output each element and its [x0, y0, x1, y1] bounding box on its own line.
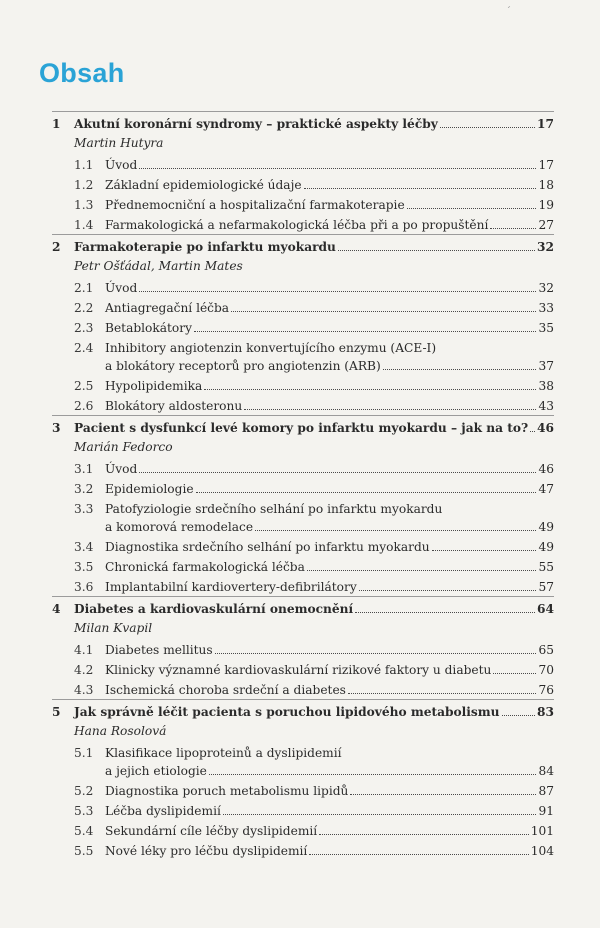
section-page-number: 37 [538, 359, 554, 373]
chapter-page-number: 83 [537, 705, 554, 719]
section-page-number: 33 [538, 301, 554, 315]
dot-leader [244, 398, 536, 410]
section-page-number: 70 [538, 663, 554, 677]
section-number: 2.2 [74, 301, 94, 315]
section-number: 3.1 [74, 462, 94, 476]
dot-leader [304, 177, 537, 189]
section-line [52, 681, 554, 699]
chapter-heading-line [52, 600, 554, 618]
section-line [52, 518, 554, 536]
chapter-number: 4 [52, 602, 61, 616]
section-title: Úvod [105, 462, 138, 476]
dot-leader [338, 239, 535, 251]
dot-leader [307, 559, 537, 571]
section-number: 5.1 [74, 746, 94, 760]
section-number: 1.4 [74, 218, 94, 232]
section-line [52, 480, 554, 498]
toc-section [52, 478, 554, 498]
section-page-number: 101 [530, 824, 554, 838]
dot-leader [359, 579, 537, 591]
section-number: 2.5 [74, 379, 94, 393]
toc-chapter [52, 415, 554, 596]
chapter-authors: Marián Fedorco [74, 440, 173, 454]
toc-section [52, 639, 554, 659]
dot-leader [196, 481, 537, 493]
chapter-heading-line [52, 115, 554, 133]
toc-section [52, 317, 554, 337]
dot-leader [194, 320, 537, 332]
dot-leader [493, 662, 536, 674]
dot-leader [223, 803, 537, 815]
dot-leader [255, 519, 536, 531]
section-title: Inhibitory angiotenzin konvertujícího enzymu (ACE-I) [105, 341, 437, 355]
toc-section [52, 742, 554, 780]
dot-leader [309, 843, 528, 855]
toc-section [52, 840, 554, 860]
section-title: Diagnostika srdečního selhání po infarktu myokardu [105, 540, 430, 554]
chapter-heading-line [52, 703, 554, 721]
chapter-number: 1 [52, 117, 61, 131]
dot-leader [490, 217, 536, 229]
toc-section [52, 780, 554, 800]
dot-leader [319, 823, 529, 835]
section-number: 4.2 [74, 663, 94, 677]
section-title: Hypolipidemika [105, 379, 203, 393]
section-line [52, 339, 554, 357]
section-number: 3.6 [74, 580, 94, 594]
section-line [52, 377, 554, 395]
chapter-title: Farmakoterapie po infarktu myokardu [74, 240, 336, 254]
section-line [52, 641, 554, 659]
section-page-number: 57 [538, 580, 554, 594]
section-number: 5.3 [74, 804, 94, 818]
dot-leader [139, 157, 536, 169]
section-number: 1.3 [74, 198, 94, 212]
chapter-title: Diabetes a kardiovaskulární onemocnění [74, 602, 354, 616]
section-title: Úvod [105, 281, 138, 295]
toc-section [52, 214, 554, 234]
dot-leader [139, 461, 536, 473]
section-number: 1.2 [74, 178, 94, 192]
section-page-number: 49 [538, 540, 554, 554]
toc-section [52, 536, 554, 556]
section-title: Sekundární cíle léčby dyslipidemií [105, 824, 318, 838]
chapter-title: Pacient s dysfunkcí levé komory po infarktu myokardu – jak na to? [74, 421, 529, 435]
section-title: a komorová remodelace [105, 520, 254, 534]
section-number: 2.4 [74, 341, 94, 355]
section-title: Diagnostika poruch metabolismu lipidů [105, 784, 349, 798]
section-number: 4.1 [74, 643, 94, 657]
section-page-number: 32 [538, 281, 554, 295]
page-title: Obsah [39, 58, 125, 88]
section-page-number: 84 [538, 764, 554, 778]
section-page-number: 87 [538, 784, 554, 798]
toc-section [52, 174, 554, 194]
toc-section [52, 154, 554, 174]
toc-chapter [52, 596, 554, 699]
section-page-number: 65 [538, 643, 554, 657]
section-line [52, 319, 554, 337]
section-line [52, 538, 554, 556]
toc-section [52, 820, 554, 840]
section-page-number: 17 [538, 158, 554, 172]
section-page-number: 91 [538, 804, 554, 818]
section-page-number: 19 [538, 198, 554, 212]
dot-leader [204, 378, 536, 390]
dot-leader [215, 642, 537, 654]
toc-section [52, 297, 554, 317]
section-title: Úvod [105, 158, 138, 172]
section-page-number: 27 [538, 218, 554, 232]
section-title: Betablokátory [105, 321, 192, 335]
section-page-number: 35 [538, 321, 554, 335]
section-title: Epidemiologie [105, 482, 194, 496]
corner-mark: ´ [506, 6, 511, 17]
chapter-title: Jak správně léčit pacienta s poruchou lipidového metabolismu [74, 705, 500, 719]
section-number: 3.5 [74, 560, 94, 574]
section-line [52, 216, 554, 234]
section-page-number: 104 [530, 844, 554, 858]
section-number: 5.2 [74, 784, 94, 798]
toc-chapter [52, 111, 554, 234]
section-number: 2.3 [74, 321, 94, 335]
section-page-number: 47 [538, 482, 554, 496]
toc-section [52, 375, 554, 395]
chapter-heading-line [52, 238, 554, 256]
dot-leader [139, 280, 536, 292]
chapter-authors: Petr Ošťádal, Martin Mates [74, 259, 243, 273]
toc-section [52, 576, 554, 596]
chapter-number: 3 [52, 421, 61, 435]
section-line [52, 500, 554, 518]
section-title: Implantabilní kardiovertery-defibrilátory [105, 580, 357, 594]
toc-section [52, 277, 554, 297]
dot-leader [432, 539, 537, 551]
toc-section [52, 556, 554, 576]
toc-chapter [52, 234, 554, 415]
section-page-number: 49 [538, 520, 554, 534]
section-page-number: 76 [538, 683, 554, 697]
section-number: 5.4 [74, 824, 94, 838]
table-of-contents [52, 111, 554, 860]
section-number: 3.4 [74, 540, 94, 554]
toc-section [52, 337, 554, 375]
section-title: Farmakologická a nefarmakologická léčba při a po propuštění [105, 218, 489, 232]
toc-section [52, 498, 554, 536]
dot-leader [502, 704, 535, 716]
dot-leader [231, 300, 536, 312]
section-title: Antiagregační léčba [105, 301, 230, 315]
chapter-authors: Martin Hutyra [74, 136, 164, 150]
chapter-page-number: 32 [537, 240, 554, 254]
section-line [52, 822, 554, 840]
dot-leader [440, 116, 535, 128]
dot-leader [209, 763, 537, 775]
chapter-page-number: 64 [537, 602, 554, 616]
section-page-number: 43 [538, 399, 554, 413]
section-page-number: 18 [538, 178, 554, 192]
section-title: Nové léky pro léčbu dyslipidemií [105, 844, 308, 858]
section-line [52, 578, 554, 596]
section-number: 3.2 [74, 482, 94, 496]
section-title: a blokátory receptorů pro angiotenzin (ARB) [105, 359, 381, 373]
chapter-authors: Hana Rosolová [74, 724, 167, 738]
dot-leader [530, 420, 535, 432]
dot-leader [350, 783, 536, 795]
chapter-page-number: 17 [537, 117, 554, 131]
chapter-heading-line [52, 419, 554, 437]
toc-section [52, 800, 554, 820]
section-title: Blokátory aldosteronu [105, 399, 243, 413]
section-line [52, 661, 554, 679]
section-line [52, 156, 554, 174]
section-title: Patofyziologie srdečního selhání po infarktu myokardu [105, 502, 443, 516]
chapter-page-number: 46 [537, 421, 554, 435]
chapter-number: 2 [52, 240, 61, 254]
section-title: Chronická farmakologická léčba [105, 560, 305, 574]
section-number: 4.3 [74, 683, 94, 697]
section-title: Diabetes mellitus [105, 643, 213, 657]
section-line [52, 802, 554, 820]
section-page-number: 38 [538, 379, 554, 393]
section-number: 2.6 [74, 399, 94, 413]
toc-section [52, 458, 554, 478]
dot-leader [348, 682, 537, 694]
section-title: Klinicky významné kardiovaskulární rizikové faktory u diabetu [105, 663, 492, 677]
dot-leader [383, 358, 537, 370]
toc-section [52, 659, 554, 679]
section-title: Klasifikace lipoproteinů a dyslipidemií [105, 746, 342, 760]
toc-section [52, 194, 554, 214]
section-line [52, 196, 554, 214]
toc-chapter [52, 699, 554, 860]
section-line [52, 279, 554, 297]
section-line [52, 744, 554, 762]
chapter-authors: Milan Kvapil [74, 621, 153, 635]
section-title: Ischemická choroba srdeční a diabetes [105, 683, 346, 697]
section-line [52, 558, 554, 576]
dot-leader [407, 197, 537, 209]
section-number: 2.1 [74, 281, 94, 295]
chapter-number: 5 [52, 705, 61, 719]
section-line [52, 782, 554, 800]
section-line [52, 357, 554, 375]
section-title: a jejich etiologie [105, 764, 207, 778]
section-number: 3.3 [74, 502, 94, 516]
section-line [52, 460, 554, 478]
section-line [52, 176, 554, 194]
section-page-number: 46 [538, 462, 554, 476]
toc-section [52, 395, 554, 415]
section-line [52, 397, 554, 415]
section-line [52, 762, 554, 780]
section-title: Přednemocniční a hospitalizační farmakoterapie [105, 198, 405, 212]
section-line [52, 299, 554, 317]
section-title: Základní epidemiologické údaje [105, 178, 302, 192]
section-number: 1.1 [74, 158, 94, 172]
chapter-title: Akutní koronární syndromy – praktické aspekty léčby [74, 117, 438, 131]
section-page-number: 55 [538, 560, 554, 574]
toc-section [52, 679, 554, 699]
section-line [52, 842, 554, 860]
section-number: 5.5 [74, 844, 94, 858]
dot-leader [355, 601, 535, 613]
section-title: Léčba dyslipidemií [105, 804, 221, 818]
